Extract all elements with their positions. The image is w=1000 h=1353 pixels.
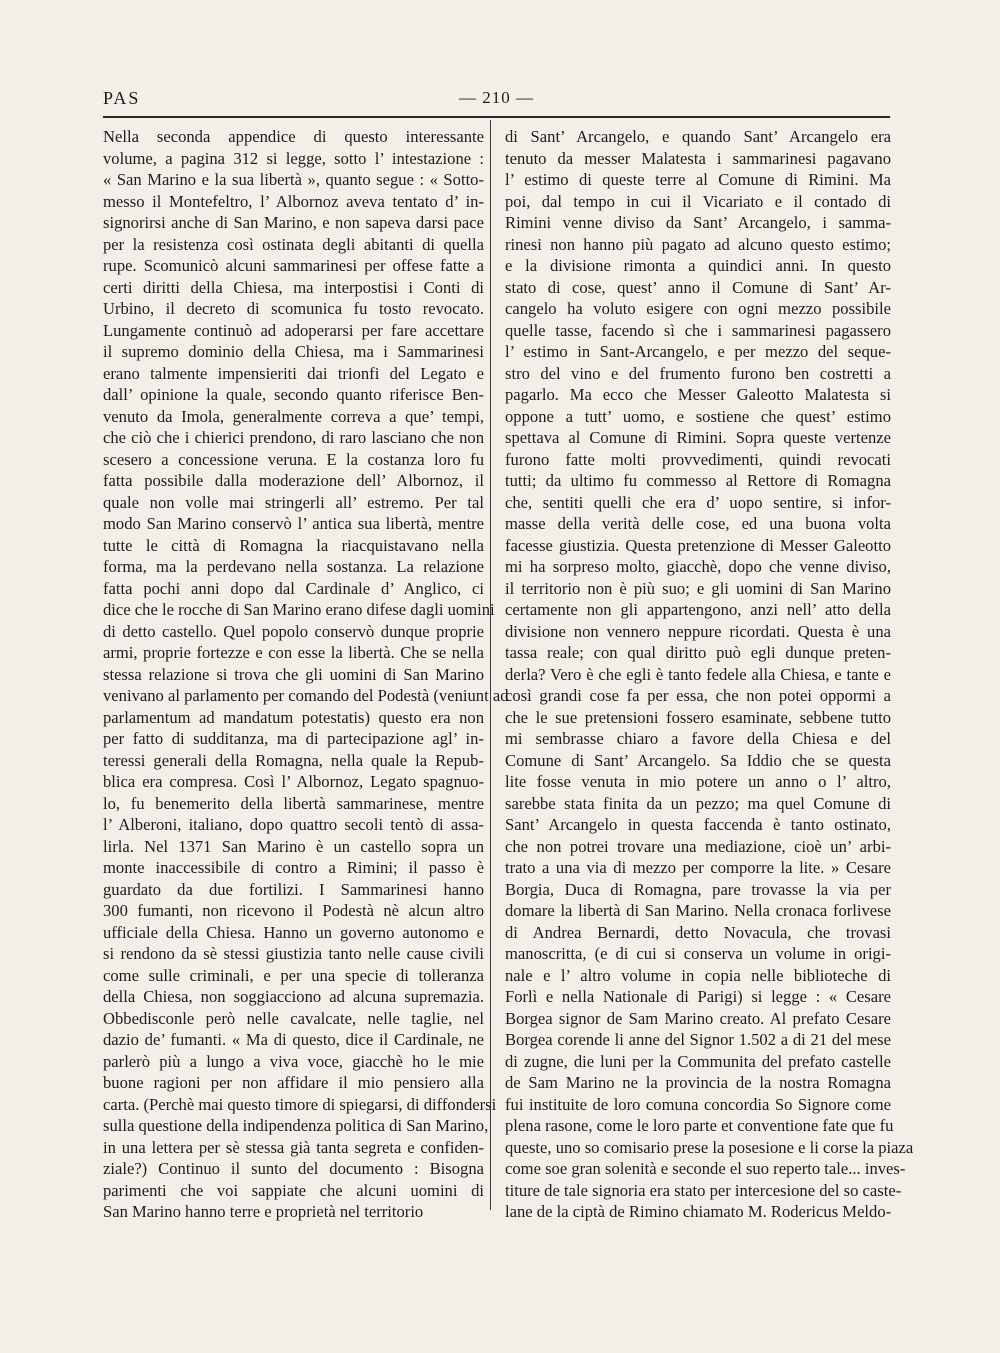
text-line: che ciò che i chierici prendono, di raro lasciano che non bbox=[103, 428, 484, 447]
text-line: guardato da due fortilizi. I Sammarinesi hanno bbox=[103, 879, 484, 899]
text-line: spettava al Comune di Rimini. Sopra queste vertenze bbox=[505, 428, 891, 447]
text-line: blica era compresa. Così l’ Albornoz, Legato spagnuo- bbox=[103, 772, 484, 791]
text-line: signorirsi anche di San Marino, e non sapeva darsi pace bbox=[103, 213, 484, 232]
text-line: sulla questione della indipendenza politica di San Marino, bbox=[103, 1116, 489, 1135]
text-line: facesse giustizia. Questa pretenzione di Messer Galeotto bbox=[505, 535, 891, 555]
text-line: messo il Montefeltro, l’ Albornoz aveva tentato d’ in- bbox=[103, 191, 484, 211]
text-line: dall’ opinione la quale, secondo quanto riferisce Ben- bbox=[103, 385, 484, 404]
text-line: che le sue pretensioni fossero esaminate, sebbene tutto bbox=[505, 707, 891, 727]
text-line: tenuto da messer Malatesta i sammarinesi pagavano bbox=[505, 148, 891, 168]
text-line: di zugne, die luni per la Communita del prefato castelle bbox=[505, 1051, 891, 1071]
text-line: monte inaccessibile di contro a Rimini; il passo è bbox=[103, 858, 484, 877]
page-header bbox=[103, 88, 890, 114]
text-line: che, sentiti quelli che era d’ uopo sentire, si infor- bbox=[505, 492, 891, 512]
text-line: nale e l’ altro volume in copia nelle biblioteche di bbox=[505, 965, 891, 985]
text-line: rinesi non hanno più pagato ad alcuno questo estimo; bbox=[505, 234, 891, 254]
text-line: si rendono da sè stessi giustizia tanto nelle cause civili bbox=[103, 944, 484, 963]
text-line: poi, dal tempo in cui il Vicariato e il contado di bbox=[505, 191, 891, 211]
text-line: Obbedisconle però nelle cavalcate, nelle taglie, nel bbox=[103, 1008, 484, 1028]
text-line: di Sant’ Arcangelo, e quando Sant’ Arcangelo era bbox=[505, 127, 891, 146]
text-line: per la resistenza così ostinata degli abitanti di quella bbox=[103, 234, 484, 254]
text-line: San Marino hanno terre e proprietà nel territorio bbox=[103, 1202, 424, 1221]
text-line: lane de la ciptà de Rimino chiamato M. Rodericus Meldo- bbox=[505, 1202, 892, 1221]
text-line: furono fatte molti provvedimenti, quindi revocati bbox=[505, 449, 891, 469]
text-line: quale non volle mai stringerli all’ estremo. Per tal bbox=[103, 492, 484, 512]
text-line: ufficiale della Chiesa. Hanno un governo autonomo e bbox=[103, 922, 484, 942]
text-line: tutte le città di Romagna la riacquistavano nella bbox=[103, 535, 484, 555]
text-line: teressi generali della Romagna, nella quale la Repub- bbox=[103, 750, 484, 770]
text-line: Borgia, Duca di Romagna, pare trovasse la via per bbox=[505, 879, 891, 899]
text-line: lirla. Nel 1371 San Marino è un castello sopra un bbox=[103, 836, 484, 856]
text-line: domare la libertà di San Marino. Nella cronaca forlivese bbox=[505, 901, 891, 920]
text-line: l’ Alberoni, italiano, dopo quattro secoli tentò di assa- bbox=[103, 815, 484, 834]
text-line: divisione non vennero neppure ricordati. Questa è una bbox=[505, 621, 891, 641]
text-line: parimenti che voi sappiate che alcuni uomini di bbox=[103, 1180, 484, 1200]
text-line: quelle tasse, facendo sì che i sammarinesi pagassero bbox=[505, 320, 891, 340]
text-line: armi, proprie fortezze e con esse la libertà. Che se nella bbox=[103, 643, 484, 662]
text-line: carta. (Perchè mai questo timore di spiegarsi, di diffondersi bbox=[103, 1094, 497, 1114]
text-line: manoscritta, (e di cui si conserva un volume in origi- bbox=[505, 944, 891, 963]
text-line: stessa relazione si trova che gli uomini di San Marino bbox=[103, 664, 484, 684]
text-line: di detto castello. Quel popolo conservò dunque proprie bbox=[103, 621, 484, 641]
text-line: Lungamente continuò ad adoperarsi per fare accettare bbox=[103, 320, 484, 340]
text-line: come soe gran solenità e seconde el suo reperto tale... inves- bbox=[505, 1159, 906, 1178]
text-line: come sulle criminali, e per una specie di tolleranza bbox=[103, 965, 484, 985]
text-line: oppone a tutt’ uomo, e sostiene che quest’ estimo bbox=[505, 406, 891, 426]
text-line: della Chiesa, non soggiacciono ad alcuna supremazia. bbox=[103, 987, 484, 1006]
text-line: de Sam Marino ne la provincia de la nostra Romagna bbox=[505, 1073, 891, 1092]
text-line: e la divisione rimonta a quindici anni. In questo bbox=[505, 256, 891, 275]
text-line: pagarlo. Ma ecco che Messer Galeotto Malatesta si bbox=[505, 385, 891, 404]
text-line: fui instituite de loro comuna concordia So Signore come bbox=[505, 1094, 891, 1114]
text-line: trato a una via di mezzo per comporre la lite. » Cesare bbox=[505, 858, 891, 877]
text-line: Forlì e nella Nationale di Parigi) si legge : « Cesare bbox=[505, 987, 891, 1006]
header-rule bbox=[103, 116, 890, 118]
text-line: venivano al parlamento per comando del Podestà (veniunt ad bbox=[103, 686, 509, 705]
text-line: lo, fu benemerito della libertà sammarinese, mentre bbox=[103, 793, 484, 813]
text-line: titure de tale signoria era stato per intercesione del so caste- bbox=[505, 1180, 902, 1200]
text-line: « San Marino e la sua libertà », quanto segue : « Sotto- bbox=[103, 170, 484, 189]
text-line: l’ estimo di queste terre al Comune di Rimini. Ma bbox=[505, 170, 891, 189]
text-line: 300 fumanti, non ricevono il Podestà nè alcun altro bbox=[103, 901, 484, 920]
text-line: masse della verità delle cose, ed una buona volta bbox=[505, 514, 891, 533]
text-line: Rimini venne diviso da Sant’ Arcangelo, i samma- bbox=[505, 213, 891, 232]
text-line: parlamentum ad mandatum potestatis) questo era non bbox=[103, 707, 484, 727]
text-line: stato di cose, quest’ anno il Comune di Sant’ Ar- bbox=[505, 277, 891, 297]
text-line: cangelo ha voluto esigere con ogni mezzo possibile bbox=[505, 299, 891, 318]
text-line: scesero a concessione veruna. E la costanza loro fu bbox=[103, 449, 484, 469]
text-line: che non potrei trovare una mediazione, cioè un’ arbi- bbox=[505, 836, 891, 856]
running-title: PAS bbox=[103, 88, 141, 108]
text-line: ziale?) Continuo il sunto del documento : Bisogna bbox=[103, 1159, 484, 1178]
text-line: l’ estimo in Sant-Arcangelo, e per mezzo del seque- bbox=[505, 342, 891, 361]
text-line: erano talmente impensieriti dai trionfi del Legato e bbox=[103, 363, 484, 383]
text-line: certi diritti della Chiesa, ma interpostisi i Conti di bbox=[103, 277, 484, 297]
text-line: plena rasone, come le loro parte et conventione fate que fu bbox=[505, 1116, 894, 1135]
text-line: stro del vino e del frumento furono ben costretti a bbox=[505, 363, 891, 383]
text-line: mi ha sorpreso molto, giacchè, dopo che venne diviso, bbox=[505, 557, 891, 576]
text-line: fatta possibile dalla moderazione dell’ Albornoz, il bbox=[103, 471, 484, 490]
left-column bbox=[103, 126, 509, 1221]
text-line: per fatto di sudditanza, ma di partecipazione agl’ in- bbox=[103, 729, 484, 748]
right-column bbox=[505, 126, 914, 1221]
text-line: il supremo dominio della Chiesa, ma i Sammarinesi bbox=[103, 342, 484, 361]
text-line: tutti; da ultimo fu commesso al Rettore di Romagna bbox=[505, 471, 891, 490]
text-line: Sant’ Arcangelo in questa faccenda è tanto ostinato, bbox=[505, 815, 891, 834]
text-line: certamente non gli appartengono, anzi nell’ atto della bbox=[505, 600, 891, 619]
text-line: mi sembrasse chiaro a favore della Chiesa e del bbox=[505, 729, 891, 748]
text-line: fatta pochi anni dopo dal Cardinale d’ Anglico, ci bbox=[103, 578, 484, 598]
text-line: parlerò più a lungo a viva voce, giacchè ho le mie bbox=[103, 1051, 484, 1071]
page-number: — 210 — bbox=[459, 88, 534, 107]
column-divider bbox=[490, 120, 491, 1210]
text-line: in una lettera per sè stessa già tanta segreta e confiden- bbox=[103, 1137, 484, 1157]
text-line: il territorio non è più suo; e gli uomini di San Marino bbox=[505, 578, 891, 598]
text-line: tassa reale; con qual diritto può egli dunque preten- bbox=[505, 643, 891, 662]
text-line: Borgea signor de Sam Marino creato. Al prefato Cesare bbox=[505, 1008, 891, 1028]
text-line: così grandi cose fa per essa, che non potei oppormi a bbox=[505, 686, 891, 705]
text-line: lite fosse venuta in mio potere un anno o l’ altro, bbox=[505, 772, 891, 791]
text-line: di Andrea Bernardi, detto Novacula, che trovasi bbox=[505, 922, 891, 942]
text-line: sarebbe stata finita da un pezzo; ma quel Comune di bbox=[505, 793, 891, 813]
text-line: dazio de’ fumanti. « Ma di questo, dice il Cardinale, ne bbox=[103, 1030, 484, 1049]
text-line: derla? Vero è che egli è tanto fedele alla Chiesa, e tante e bbox=[505, 664, 891, 684]
text-line: queste, uno so comisario prese la posesione e li corse la piaza bbox=[505, 1137, 914, 1157]
text-line: Nella seconda appendice di questo interessante bbox=[103, 127, 484, 146]
text-line: Urbino, il decreto di scomunica fu tosto revocato. bbox=[103, 299, 484, 318]
text-line: volume, a pagina 312 si legge, sotto l’ intestazione : bbox=[103, 148, 484, 168]
text-line: Comune di Sant’ Arcangelo. Sa Iddio che se questa bbox=[505, 750, 891, 770]
text-line: rupe. Scomunicò alcuni sammarinesi per offese fatte a bbox=[103, 256, 484, 275]
text-line: Borgea corende li anne del Signor 1.502 a di 21 del mese bbox=[505, 1030, 891, 1049]
text-line: buone ragioni per non affidare il mio pensiero alla bbox=[103, 1073, 484, 1092]
text-line: venuto da Imola, generalmente correva a que’ tempi, bbox=[103, 406, 484, 426]
text-line: dice che le rocche di San Marino erano difese dagli uomini bbox=[103, 600, 495, 619]
text-line: forma, ma la perdevano nella sostanza. La relazione bbox=[103, 557, 484, 576]
text-line: modo San Marino conservò l’ antica sua libertà, mentre bbox=[103, 514, 484, 533]
